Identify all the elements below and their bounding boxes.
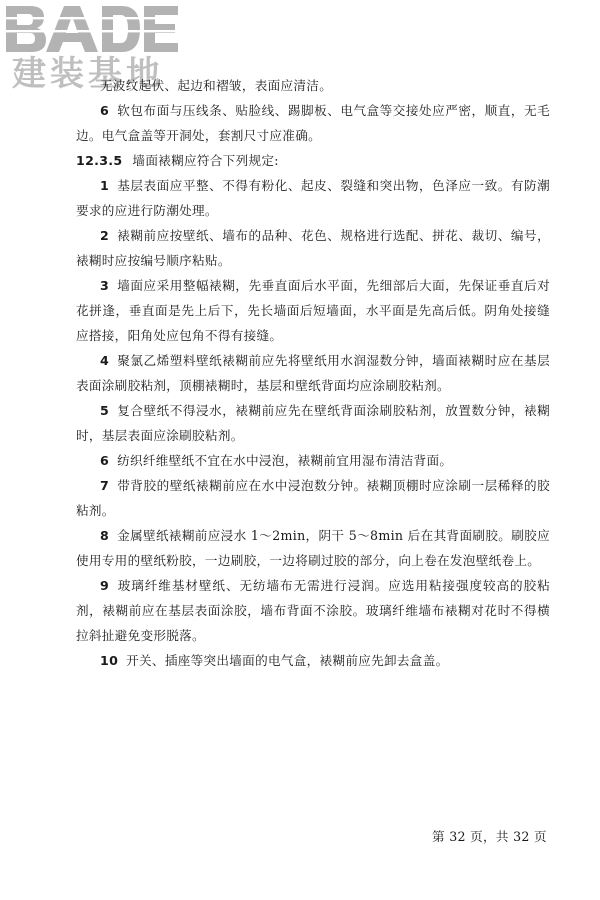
item-text: 复合壁纸不得浸水，裱糊前应先在壁纸背面涂刷胶粘剂，放置数分钟，裱糊时，基层表面应涂刷胶粘剂。: [76, 403, 550, 443]
item-text: 纺织纤维壁纸不宜在水中浸泡，裱糊前宜用湿布清洁背面。: [117, 453, 453, 468]
paragraph-continued: [76, 73, 550, 98]
section-title: 墙面裱糊应符合下列规定:: [132, 153, 279, 168]
item-text: 软包布面与压线条、贴脸线、踢脚板、电气盒等交接处应严密，顺直，无毛边。电气盒盖等开洞处，套割尺寸应准确。: [76, 103, 550, 143]
item-text: 玻璃纤维基材壁纸、无纺墙布无需进行浸润。应选用粘接强度较高的胶粘剂，裱糊前应在基层表面涂胶，墙布背面不涂胶。玻璃纤维墙布裱糊对花时不得横拉斜扯避免变形脱落。: [76, 578, 550, 643]
page-number-footer: 第 32 页，共 32 页: [432, 829, 547, 844]
paragraph-text: 无波纹起伏、起边和褶皱，表面应清洁。: [100, 78, 333, 93]
item-text: 金属壁纸裱糊前应浸水 1～2min，阴干 5～8min 后在其背面刷胶。刷胶应使用专用的壁纸粉胶，一边刷胶，一边将刷过胶的部分，向上卷在发泡壁纸卷上。: [76, 528, 550, 568]
item-number: 5: [100, 403, 110, 418]
item-number: 6: [100, 453, 110, 468]
item-number: 4: [100, 353, 110, 368]
bade-logo-icon: [4, 2, 180, 56]
list-item: [76, 648, 550, 673]
document-body: [76, 73, 550, 673]
list-item: [76, 98, 550, 148]
item-text: 裱糊前应按壁纸、墙布的品种、花色、规格进行选配、拼花、裁切、编号，裱糊时应按编号顺序粘贴。: [76, 228, 550, 268]
section-heading: [76, 148, 550, 173]
item-text: 带背胶的壁纸裱糊前应在水中浸泡数分钟。裱糊顶棚时应涂刷一层稀释的胶粘剂。: [76, 478, 550, 518]
list-item: [76, 573, 550, 648]
list-item: [76, 223, 550, 273]
list-item: [76, 273, 550, 348]
item-number: 10: [100, 653, 119, 668]
item-number: 7: [100, 478, 110, 493]
item-number: 1: [100, 178, 110, 193]
section-number: 12.3.5: [76, 153, 123, 168]
item-number: 2: [100, 228, 110, 243]
item-text: 墙面应采用整幅裱糊，先垂直面后水平面，先细部后大面，先保证垂直后对花拼逢，垂直面是先上后下，先长墙面后短墙面，水平面是先高后低。阴角处接缝应搭接，阳角处应包角不得有接缝。: [76, 278, 550, 343]
item-number: 9: [100, 578, 110, 593]
list-item: [76, 473, 550, 523]
list-item: [76, 523, 550, 573]
list-item: [76, 398, 550, 448]
list-item: [76, 448, 550, 473]
item-number: 3: [100, 278, 110, 293]
list-item: [76, 173, 550, 223]
item-text: 基层表面应平整、不得有粉化、起皮、裂缝和突出物，色泽应一致。有防潮要求的应进行防潮处理。: [76, 178, 550, 218]
item-text: 聚氯乙烯塑料壁纸裱糊前应先将壁纸用水润湿数分钟，墙面裱糊时应在基层表面涂刷胶粘剂，顶棚裱糊时，基层和壁纸背面均应涂刷胶粘剂。: [76, 353, 550, 393]
item-number: 8: [100, 528, 110, 543]
item-text: 开关、插座等突出墙面的电气盒，裱糊前应先卸去盒盖。: [126, 653, 449, 668]
list-item: [76, 348, 550, 398]
watermark-cjk-text: 建装基地: [12, 54, 164, 94]
item-number: 6: [100, 103, 110, 118]
